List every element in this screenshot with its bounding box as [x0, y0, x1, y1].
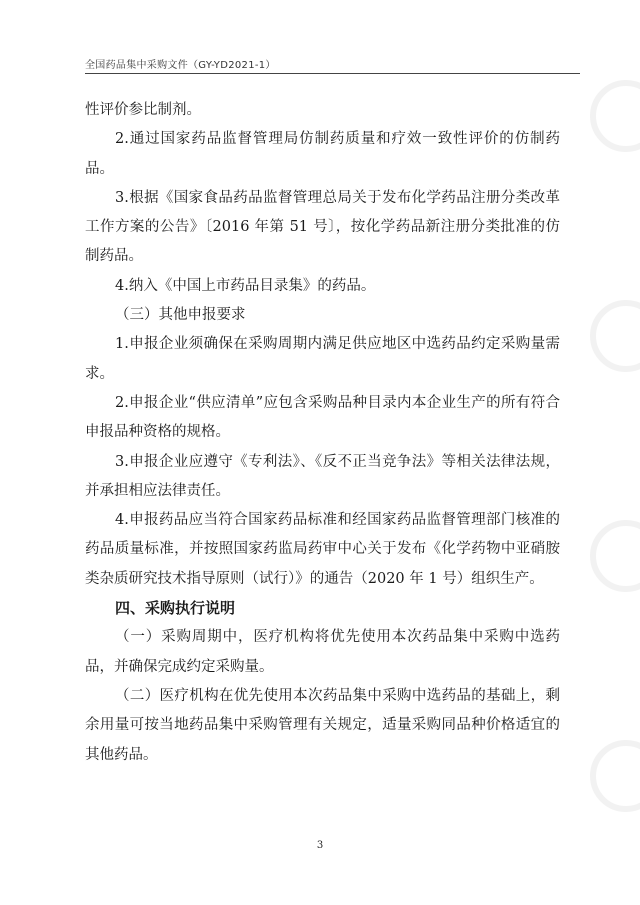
requirement-2: 2.申报企业“供应清单”应包含采购品种目录内本企业生产的所有符合申报品种资格的规格。: [85, 394, 560, 441]
requirement-3: 3.申报企业应遵守《专利法》、《反不正当竞争法》等相关法律法规，并承担相应法律责任。: [85, 453, 560, 499]
watermark-mark: [590, 80, 640, 152]
execution-item-2: （二）医疗机构在优先使用本次药品集中采购中选药品的基础上，剩余用量可按当地药品集中采购管理有关规定，适量采购同品种价格适宜的其他药品。: [85, 687, 560, 763]
list-item-2: 2.通过国家药品监督管理局仿制药质量和疗效一致性评价的仿制药品。: [85, 131, 560, 177]
watermark-mark: [590, 300, 640, 372]
watermark: [550, 0, 640, 905]
watermark-mark: [590, 520, 640, 592]
document-body: [85, 96, 560, 770]
page-number: 3: [316, 840, 324, 851]
requirement-4: 4.申报药品应当符合国家药品标准和经国家药品监督管理部门核准的药品质量标准，并按照国家药监局药审中心关于发布《化学药物中亚硝胺类杂质研究技术指导原则（试行）》的通告（2020 年 1 号）组织生产。: [85, 512, 560, 587]
paragraph-continuation: 性评价参比制剂。: [85, 102, 201, 118]
list-item-3: 3.根据《国家食品药品监督管理总局关于发布化学药品注册分类改革工作方案的公告》〔2016 年第 51 号〕，按化学药品新注册分类批准的仿制药品。: [85, 189, 560, 265]
list-item-4: 4.纳入《中国上市药品目录集》的药品。: [115, 277, 376, 294]
execution-item-1: （一）采购周期中，医疗机构将优先使用本次药品集中采购中选药品，并确保完成约定采购量。: [85, 629, 560, 675]
document-header: 全国药品集中采购文件（GY-YD2021-1）: [85, 60, 276, 71]
header-divider: [85, 73, 580, 74]
watermark-mark: [590, 740, 640, 812]
subsection-heading: （三）其他申报要求: [115, 307, 246, 324]
requirement-1: 1.申报企业须确保在采购周期内满足供应地区中选药品约定采购量需求。: [85, 336, 560, 382]
section-heading: 四、采购执行说明: [115, 599, 236, 618]
